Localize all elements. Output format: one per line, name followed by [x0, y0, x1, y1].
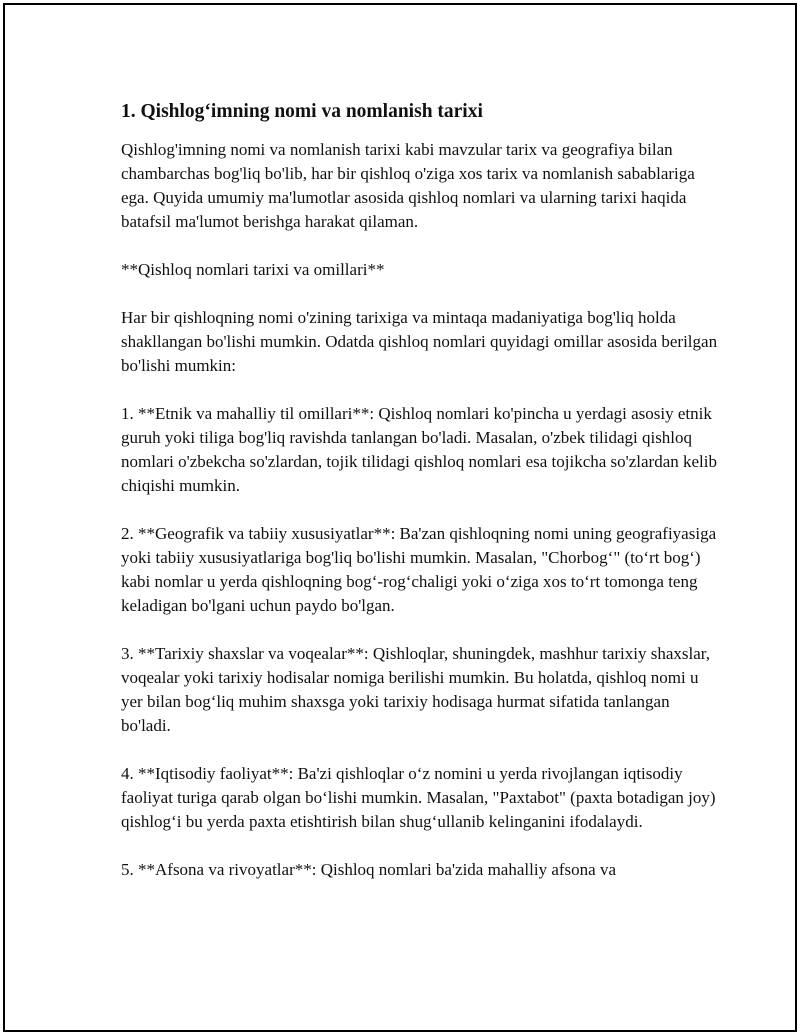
- document-body: [121, 100, 721, 906]
- paragraph-item-4: 4. **Iqtisodiy faoliyat**: Ba'zi qishloqlar o‘z nomini u yerda rivojlangan iqtisodiy faoliyat turiga qarab olgan bo‘lishi mumkin. Masalan, "Paxtabot" (paxta botadigan joy) qishlog‘i bu yerda paxta etishtirish bilan shug‘ullanib kelinganini ifodalaydi.: [121, 764, 716, 831]
- paragraph-item-1: 1. **Etnik va mahalliy til omillari**: Qishloq nomlari ko'pincha u yerdagi asosiy etnik guruh yoki tiliga bog'liq ravishda tanlangan bo'ladi. Masalan, o'zbek tilidagi qishloq nomlari o'zbekcha so'zlardan, tojik tilidagi qishloq nomlari esa tojikcha so'zlardan kelib chiqishi mumkin.: [121, 404, 717, 495]
- paragraph-section-heading: **Qishloq nomlari tarixi va omillari**: [121, 260, 385, 279]
- paragraph-item-5: 5. **Afsona va rivoyatlar**: Qishloq nomlari ba'zida mahalliy afsona va: [121, 860, 616, 879]
- paragraph-item-2: 2. **Geografik va tabiiy xususiyatlar**: Ba'zan qishloqning nomi uning geografiyasiga yoki tabiiy xususiyatlariga bog'liq bo'lishi mumkin. Masalan, "Chorbog‘" (to‘rt bog‘) kabi nomlar u yerda qishloqning bog‘-rog‘chaligi yoki o‘ziga xos to‘rt tomonga teng keladigan bo'lgani uchun paydo bo'lgan.: [121, 524, 717, 615]
- paragraph-item-3: 3. **Tarixiy shaxslar va voqealar**: Qishloqlar, shuningdek, mashhur tarixiy shaxslar, voqealar yoki tarixiy hodisalar nomiga berilishi mumkin. Bu holatda, qishloq nomi u yer bilan bog‘liq muhim shaxsga yoki tarixiy hodisaga hurmat sifatida tanlangan bo'ladi.: [121, 644, 711, 735]
- page-title: 1. Qishlog‘imning nomi va nomlanish tarixi: [121, 101, 483, 122]
- paragraph-factors-intro: Har bir qishloqning nomi o'zining tarixiga va mintaqa madaniyatiga bog'liq holda shakllangan bo'lishi mumkin. Odatda qishloq nomlari quyidagi omillar asosida berilgan bo'lishi mumkin:: [121, 308, 718, 375]
- paragraph-intro: Qishlog'imning nomi va nomlanish tarixi kabi mavzular tarix va geografiya bilan chambarchas bog'liq bo'lib, har bir qishloq o'ziga xos tarix va nomlanish sabablariga ega. Quyida umumiy ma'lumotlar asosida qishloq nomlari va ularning tarixi haqida batafsil ma'lumot berishga harakat qilaman.: [121, 140, 695, 231]
- document-page: [3, 3, 797, 1032]
